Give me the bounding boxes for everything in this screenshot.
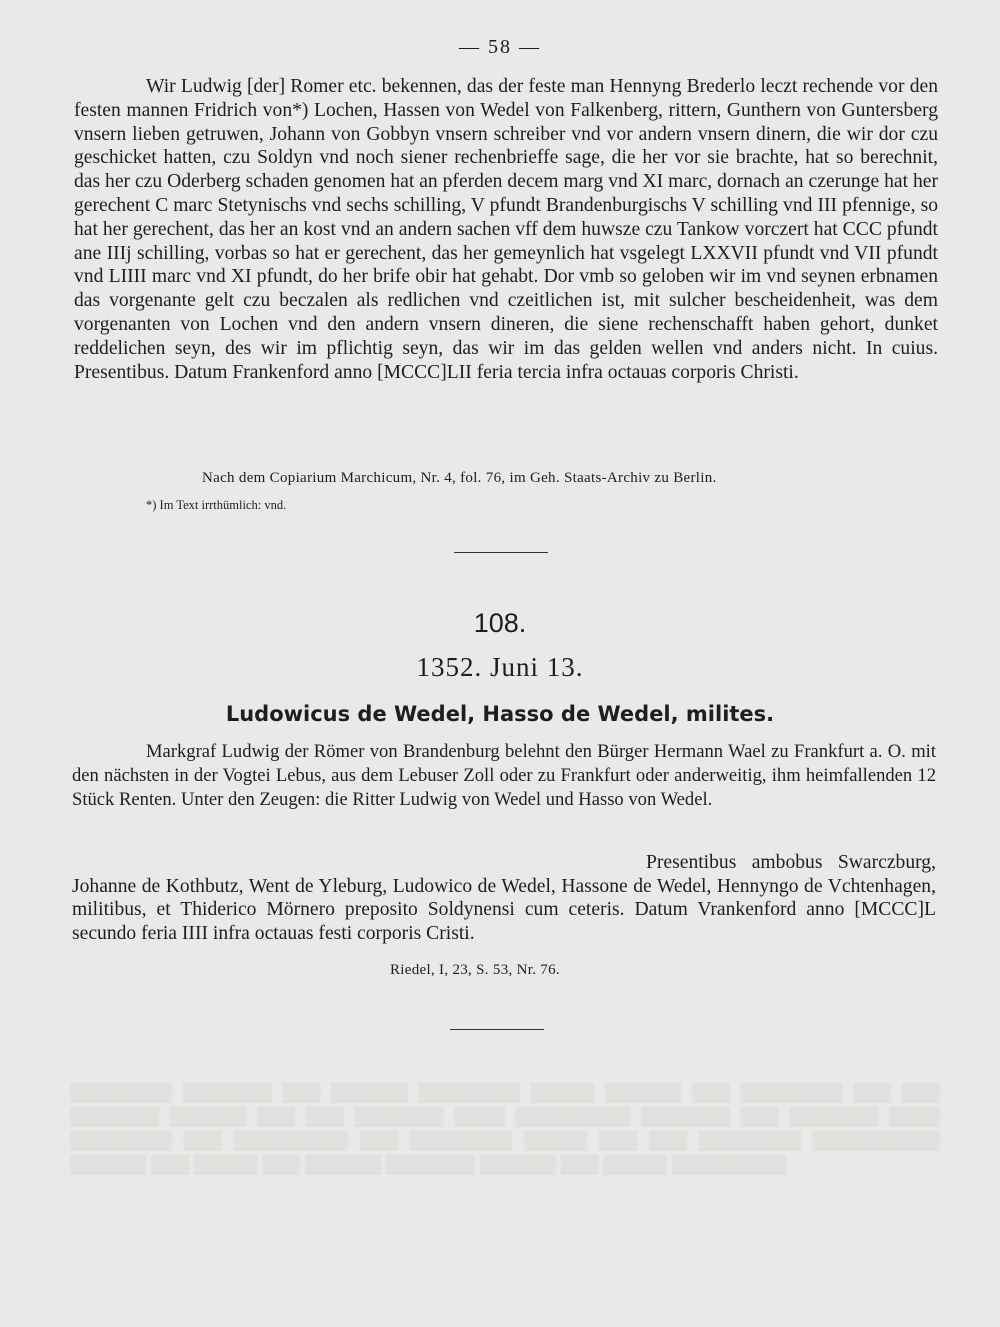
charter-text: Wir Ludwig [der] Romer etc. bekennen, das der feste man Hennyng Brederlo leczt rechende vor den festen mannen Fridrich von*) Lochen, Hassen von Wedel von Falkenberg, rittern, Gunthern von Guntersberg vnsern lieben getruwen, Johann von Gobbyn vnsern schreiber vnd vor andern vnsern dinern, die wir dor czu geschicket hatten, czu Soldyn vnd noch siener rechenbrieffe sage, die her vor sie brachte, hat so berechnit, das her czu Oderberg schaden genomen hat an pferden decem marg vnd XI marc, dornach an czerunge hat her gerechent C marc Stetynischs vnd sechs schilling, V pfundt Brandenburgischs V schilling vnd III pfennige, so hat her gerechent, das her an kost vnd an andern sachen vff dem huwsze czu Tankow vorczert hat CCC pfundt ane IIIj schilling, vorbas so hat er gerechent, das her gemeynlich hat vsgelegt LXXVII pfundt vnd VII pfundt vnd LIIII marc vnd XI pfundt, do her brife obir hat gehabt. Dor vmb so geloben wir im vnd seynen erbnamen das vorgenante gelt czu beczalen als redlichen vnd czeitlichen ist, mit sulcher bescheidenheit, was dem vorgenanten von Lochen vnd den andern vnsern dineren, die siene rechenschafft haben gehort, dunket reddelichen seyn, des wir im pflichtig seyn, das wir im das gelden wellen vnd anders nicht. In cuius. Presentibus. Datum Frankenford anno [MCCC]LII feria tercia infra octauas corporis Christi. — [74, 76, 938, 383]
section-divider — [450, 1029, 544, 1030]
section-divider — [454, 552, 548, 553]
source-citation: Nach dem Copiarium Marchicum, Nr. 4, fol. 76, im Geh. Staats-Archiv zu Berlin. — [202, 470, 717, 486]
source-citation: Riedel, I, 23, S. 53, Nr. 76. — [390, 962, 560, 978]
document-title: Ludowicus de Wedel, Hasso de Wedel, milites. — [225, 702, 775, 726]
witness-text: Presentibus ambobus Swarczburg, Johanne de Kothbutz, Went de Yleburg, Ludowico de Wedel, Hassone de Wedel, Hennyngo de Vchtenhagen, militibus, et Thiderico Mörnero preposito Soldynensi cum ceteris. Datum Vrankenford anno [MCCC]L secundo feria IIII infra octauas festi corporis Cristi. — [72, 852, 936, 944]
document-number: 108. — [473, 608, 527, 638]
regest-summary: Markgraf Ludwig der Römer von Brandenburg belehnt den Bürger Hermann Wael zu Frankfurt a. O. mit den nächsten in der Vogtei Lebus, aus dem Lebuser Zoll oder zu Frankfurt oder anderweitig, ihm heimfallenden 12 Stück Renten. Unter den Zeugen: die Ritter Ludwig von Wedel und Hasso von Wedel. — [72, 741, 936, 810]
page-number: — 58 — — [459, 36, 541, 58]
bleed-through-text: ▒▒▒▒▒▒▒▒ ▒▒▒▒▒▒▒ ▒▒▒ ▒▒▒▒▒▒ ▒▒▒▒▒▒▒▒ ▒▒▒▒▒ ▒▒▒▒▒▒ ▒▒▒ ▒▒▒▒▒▒▒▒ ▒▒▒ ▒▒▒ ▒▒▒▒▒▒▒ ▒▒▒▒▒▒ ▒▒▒ ▒▒▒ ▒▒▒▒▒▒▒ ▒▒▒▒ ▒▒▒▒▒▒▒▒▒ ▒▒▒▒▒▒▒ ▒▒▒ ▒▒▒▒▒▒▒ ▒▒▒▒ ▒▒▒▒▒▒▒▒ ▒▒▒ ▒▒▒▒▒▒▒▒▒ ▒▒▒ ▒▒▒▒▒▒▒▒ ▒▒▒▒▒ ▒▒▒ ▒▒▒ ▒▒▒▒▒▒▒▒ ▒▒▒▒▒▒▒▒▒▒ ▒▒▒▒▒▒ ▒▒▒ ▒▒▒▒▒ ▒▒▒ ▒▒▒▒▒▒ ▒▒▒▒▒▒▒ ▒▒▒▒▒▒ ▒▒▒ ▒▒▒▒▒ ▒▒▒▒▒▒▒▒▒ — [70, 1082, 940, 1174]
footnote: *) Im Text irrthümlich: vnd. — [146, 498, 287, 512]
document-date: 1352. Juni 13. — [416, 652, 584, 682]
